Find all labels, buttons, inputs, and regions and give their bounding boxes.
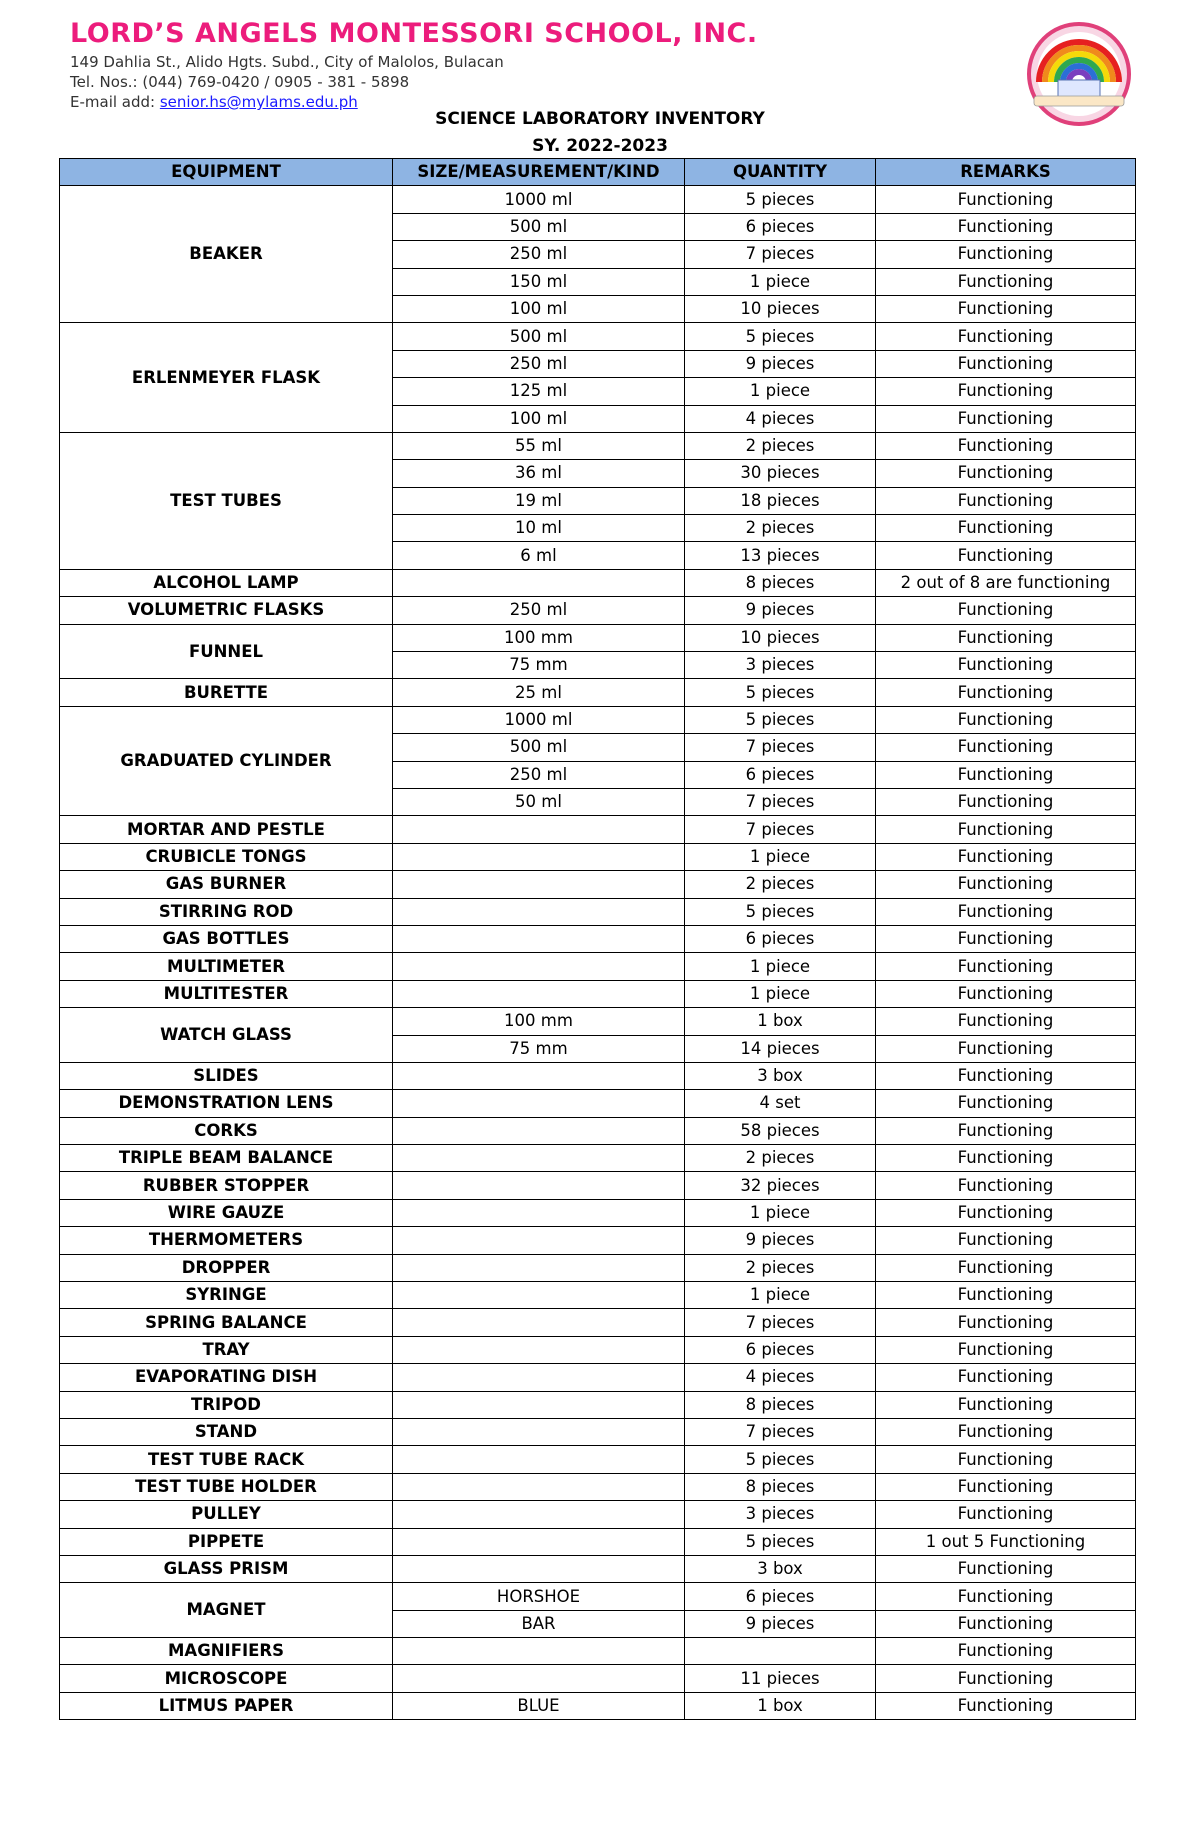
quantity-cell: 3 pieces: [685, 652, 876, 679]
table-header-row: [60, 159, 1136, 186]
table-row: [60, 871, 1136, 898]
table-row: [60, 1638, 1136, 1665]
quantity-cell: 9 pieces: [685, 597, 876, 624]
size-cell: 100 mm: [393, 624, 685, 651]
quantity-cell: 1 box: [685, 1008, 876, 1035]
size-cell: [393, 1062, 685, 1089]
size-cell: [393, 953, 685, 980]
remarks-cell: Functioning: [876, 1336, 1136, 1363]
quantity-cell: 4 set: [685, 1090, 876, 1117]
remarks-cell: Functioning: [876, 1008, 1136, 1035]
size-cell: BLUE: [393, 1692, 685, 1719]
size-cell: [393, 1199, 685, 1226]
size-cell: [393, 1254, 685, 1281]
quantity-cell: 14 pieces: [685, 1035, 876, 1062]
size-cell: 6 ml: [393, 542, 685, 569]
size-cell: 50 ml: [393, 788, 685, 815]
table-row: [60, 186, 1136, 213]
size-cell: 250 ml: [393, 761, 685, 788]
quantity-cell: 7 pieces: [685, 788, 876, 815]
equipment-cell: PULLEY: [60, 1501, 393, 1528]
school-address: 149 Dahlia St., Alido Hgts. Subd., City of Malolos, Bulacan: [70, 53, 504, 71]
quantity-cell: 8 pieces: [685, 569, 876, 596]
quantity-cell: 2 pieces: [685, 1254, 876, 1281]
equipment-cell: RUBBER STOPPER: [60, 1172, 393, 1199]
table-row: [60, 597, 1136, 624]
quantity-cell: 1 piece: [685, 1199, 876, 1226]
quantity-cell: 6 pieces: [685, 213, 876, 240]
column-header-size: SIZE/MEASUREMENT/KIND: [393, 159, 685, 186]
size-cell: 150 ml: [393, 268, 685, 295]
size-cell: 75 mm: [393, 652, 685, 679]
size-cell: 19 ml: [393, 487, 685, 514]
size-cell: [393, 1473, 685, 1500]
equipment-cell: SYRINGE: [60, 1282, 393, 1309]
remarks-cell: Functioning: [876, 953, 1136, 980]
size-cell: [393, 1446, 685, 1473]
equipment-cell: BEAKER: [60, 186, 393, 323]
equipment-cell: MULTIMETER: [60, 953, 393, 980]
equipment-cell: TEST TUBES: [60, 432, 393, 569]
table-row: [60, 624, 1136, 651]
remarks-cell: Functioning: [876, 295, 1136, 322]
table-row: [60, 1391, 1136, 1418]
size-cell: 500 ml: [393, 213, 685, 240]
size-cell: [393, 1227, 685, 1254]
size-cell: [393, 1145, 685, 1172]
quantity-cell: 6 pieces: [685, 925, 876, 952]
quantity-cell: 6 pieces: [685, 1336, 876, 1363]
email-link[interactable]: senior.hs@mylams.edu.ph: [159, 93, 358, 111]
remarks-cell: Functioning: [876, 1227, 1136, 1254]
remarks-cell: Functioning: [876, 734, 1136, 761]
quantity-cell: 1 piece: [685, 953, 876, 980]
remarks-cell: Functioning: [876, 268, 1136, 295]
size-cell: [393, 1282, 685, 1309]
size-cell: 500 ml: [393, 734, 685, 761]
quantity-cell: 7 pieces: [685, 816, 876, 843]
remarks-cell: Functioning: [876, 432, 1136, 459]
equipment-cell: CORKS: [60, 1117, 393, 1144]
quantity-cell: [685, 1638, 876, 1665]
size-cell: [393, 980, 685, 1007]
size-cell: [393, 1364, 685, 1391]
size-cell: 250 ml: [393, 350, 685, 377]
quantity-cell: 1 piece: [685, 378, 876, 405]
remarks-cell: Functioning: [876, 1199, 1136, 1226]
remarks-cell: 1 out 5 Functioning: [876, 1528, 1136, 1555]
quantity-cell: 5 pieces: [685, 323, 876, 350]
size-cell: 10 ml: [393, 515, 685, 542]
equipment-cell: THERMOMETERS: [60, 1227, 393, 1254]
table-row: [60, 816, 1136, 843]
quantity-cell: 5 pieces: [685, 679, 876, 706]
table-row: [60, 1090, 1136, 1117]
remarks-cell: Functioning: [876, 1692, 1136, 1719]
quantity-cell: 1 piece: [685, 843, 876, 870]
equipment-cell: STAND: [60, 1418, 393, 1445]
remarks-cell: Functioning: [876, 1282, 1136, 1309]
size-cell: BAR: [393, 1610, 685, 1637]
remarks-cell: Functioning: [876, 1391, 1136, 1418]
table-row: [60, 1528, 1136, 1555]
size-cell: 100 ml: [393, 405, 685, 432]
quantity-cell: 5 pieces: [685, 1528, 876, 1555]
size-cell: 25 ml: [393, 679, 685, 706]
remarks-cell: Functioning: [876, 1090, 1136, 1117]
table-row: [60, 1199, 1136, 1226]
table-row: [60, 569, 1136, 596]
equipment-cell: CRUBICLE TONGS: [60, 843, 393, 870]
remarks-cell: Functioning: [876, 186, 1136, 213]
quantity-cell: 8 pieces: [685, 1391, 876, 1418]
remarks-cell: Functioning: [876, 1638, 1136, 1665]
size-cell: [393, 569, 685, 596]
quantity-cell: 1 box: [685, 1692, 876, 1719]
equipment-cell: MULTITESTER: [60, 980, 393, 1007]
remarks-cell: Functioning: [876, 1473, 1136, 1500]
quantity-cell: 10 pieces: [685, 295, 876, 322]
table-row: [60, 1555, 1136, 1582]
remarks-cell: Functioning: [876, 1555, 1136, 1582]
quantity-cell: 1 piece: [685, 1282, 876, 1309]
size-cell: 55 ml: [393, 432, 685, 459]
quantity-cell: 1 piece: [685, 980, 876, 1007]
remarks-cell: Functioning: [876, 378, 1136, 405]
inventory-body: [60, 186, 1136, 1720]
size-cell: [393, 871, 685, 898]
remarks-cell: Functioning: [876, 323, 1136, 350]
remarks-cell: Functioning: [876, 1364, 1136, 1391]
remarks-cell: Functioning: [876, 652, 1136, 679]
remarks-cell: Functioning: [876, 515, 1136, 542]
quantity-cell: 5 pieces: [685, 898, 876, 925]
table-row: [60, 432, 1136, 459]
quantity-cell: 2 pieces: [685, 871, 876, 898]
quantity-cell: 2 pieces: [685, 432, 876, 459]
school-year: SY. 2022-2023: [532, 136, 668, 156]
remarks-cell: Functioning: [876, 350, 1136, 377]
equipment-cell: WIRE GAUZE: [60, 1199, 393, 1226]
table-row: [60, 1062, 1136, 1089]
quantity-cell: 7 pieces: [685, 734, 876, 761]
size-cell: [393, 1555, 685, 1582]
size-cell: [393, 1117, 685, 1144]
size-cell: [393, 898, 685, 925]
remarks-cell: Functioning: [876, 1665, 1136, 1692]
equipment-cell: MORTAR AND PESTLE: [60, 816, 393, 843]
inventory-table: [59, 158, 1136, 1720]
equipment-cell: GRADUATED CYLINDER: [60, 706, 393, 816]
remarks-cell: Functioning: [876, 597, 1136, 624]
table-row: [60, 1227, 1136, 1254]
remarks-cell: Functioning: [876, 1035, 1136, 1062]
remarks-cell: Functioning: [876, 1172, 1136, 1199]
quantity-cell: 5 pieces: [685, 186, 876, 213]
equipment-cell: EVAPORATING DISH: [60, 1364, 393, 1391]
document-title: [0, 106, 1200, 160]
size-cell: 36 ml: [393, 460, 685, 487]
size-cell: [393, 1090, 685, 1117]
size-cell: [393, 1309, 685, 1336]
remarks-cell: Functioning: [876, 1583, 1136, 1610]
remarks-cell: Functioning: [876, 624, 1136, 651]
equipment-cell: GAS BURNER: [60, 871, 393, 898]
quantity-cell: 4 pieces: [685, 405, 876, 432]
equipment-cell: VOLUMETRIC FLASKS: [60, 597, 393, 624]
table-row: [60, 980, 1136, 1007]
remarks-cell: Functioning: [876, 1254, 1136, 1281]
quantity-cell: 8 pieces: [685, 1473, 876, 1500]
quantity-cell: 10 pieces: [685, 624, 876, 651]
size-cell: 500 ml: [393, 323, 685, 350]
remarks-cell: Functioning: [876, 542, 1136, 569]
quantity-cell: 9 pieces: [685, 1227, 876, 1254]
quantity-cell: 58 pieces: [685, 1117, 876, 1144]
equipment-cell: SLIDES: [60, 1062, 393, 1089]
remarks-cell: Functioning: [876, 487, 1136, 514]
table-row: [60, 898, 1136, 925]
equipment-cell: DROPPER: [60, 1254, 393, 1281]
remarks-cell: Functioning: [876, 980, 1136, 1007]
size-cell: 100 mm: [393, 1008, 685, 1035]
quantity-cell: 7 pieces: [685, 1309, 876, 1336]
quantity-cell: 6 pieces: [685, 1583, 876, 1610]
table-row: [60, 843, 1136, 870]
table-row: [60, 1309, 1136, 1336]
table-row: [60, 706, 1136, 733]
equipment-cell: PIPPETE: [60, 1528, 393, 1555]
remarks-cell: 2 out of 8 are functioning: [876, 569, 1136, 596]
remarks-cell: Functioning: [876, 1062, 1136, 1089]
remarks-cell: Functioning: [876, 788, 1136, 815]
size-cell: 250 ml: [393, 241, 685, 268]
remarks-cell: Functioning: [876, 1610, 1136, 1637]
email-label: E-mail add:: [70, 93, 160, 111]
equipment-cell: MAGNIFIERS: [60, 1638, 393, 1665]
size-cell: 100 ml: [393, 295, 685, 322]
remarks-cell: Functioning: [876, 706, 1136, 733]
remarks-cell: Functioning: [876, 1446, 1136, 1473]
size-cell: 1000 ml: [393, 706, 685, 733]
quantity-cell: 11 pieces: [685, 1665, 876, 1692]
table-row: [60, 1446, 1136, 1473]
size-cell: [393, 843, 685, 870]
quantity-cell: 6 pieces: [685, 761, 876, 788]
quantity-cell: 7 pieces: [685, 241, 876, 268]
remarks-cell: Functioning: [876, 1418, 1136, 1445]
equipment-cell: BURETTE: [60, 679, 393, 706]
equipment-cell: ERLENMEYER FLASK: [60, 323, 393, 433]
table-row: [60, 1145, 1136, 1172]
quantity-cell: 9 pieces: [685, 350, 876, 377]
quantity-cell: 2 pieces: [685, 515, 876, 542]
remarks-cell: Functioning: [876, 1309, 1136, 1336]
remarks-cell: Functioning: [876, 1117, 1136, 1144]
remarks-cell: Functioning: [876, 460, 1136, 487]
size-cell: [393, 1638, 685, 1665]
size-cell: [393, 1665, 685, 1692]
remarks-cell: Functioning: [876, 1501, 1136, 1528]
equipment-cell: TRAY: [60, 1336, 393, 1363]
quantity-cell: 30 pieces: [685, 460, 876, 487]
remarks-cell: Functioning: [876, 761, 1136, 788]
equipment-cell: ALCOHOL LAMP: [60, 569, 393, 596]
equipment-cell: TEST TUBE RACK: [60, 1446, 393, 1473]
size-cell: [393, 1172, 685, 1199]
remarks-cell: Functioning: [876, 871, 1136, 898]
column-header-quantity: QUANTITY: [685, 159, 876, 186]
equipment-cell: STIRRING ROD: [60, 898, 393, 925]
inventory-title: SCIENCE LABORATORY INVENTORY: [435, 109, 765, 129]
equipment-cell: TRIPOD: [60, 1391, 393, 1418]
table-row: [60, 1364, 1136, 1391]
quantity-cell: 5 pieces: [685, 706, 876, 733]
size-cell: [393, 816, 685, 843]
equipment-cell: TRIPLE BEAM BALANCE: [60, 1145, 393, 1172]
quantity-cell: 3 pieces: [685, 1501, 876, 1528]
equipment-cell: MICROSCOPE: [60, 1665, 393, 1692]
table-row: [60, 1008, 1136, 1035]
remarks-cell: Functioning: [876, 816, 1136, 843]
quantity-cell: 13 pieces: [685, 542, 876, 569]
table-row: [60, 1336, 1136, 1363]
quantity-cell: 4 pieces: [685, 1364, 876, 1391]
quantity-cell: 18 pieces: [685, 487, 876, 514]
school-phone: Tel. Nos.: (044) 769-0420 / 0905 - 381 - 5898: [70, 73, 410, 91]
size-cell: 125 ml: [393, 378, 685, 405]
quantity-cell: 9 pieces: [685, 1610, 876, 1637]
table-row: [60, 1418, 1136, 1445]
size-cell: [393, 1391, 685, 1418]
remarks-cell: Functioning: [876, 843, 1136, 870]
quantity-cell: 1 piece: [685, 268, 876, 295]
remarks-cell: Functioning: [876, 925, 1136, 952]
table-row: [60, 679, 1136, 706]
column-header-equipment: EQUIPMENT: [60, 159, 393, 186]
size-cell: [393, 1528, 685, 1555]
equipment-cell: SPRING BALANCE: [60, 1309, 393, 1336]
size-cell: 1000 ml: [393, 186, 685, 213]
remarks-cell: Functioning: [876, 213, 1136, 240]
equipment-cell: WATCH GLASS: [60, 1008, 393, 1063]
size-cell: [393, 1336, 685, 1363]
table-row: [60, 1117, 1136, 1144]
equipment-cell: GAS BOTTLES: [60, 925, 393, 952]
table-row: [60, 1583, 1136, 1610]
letterhead: [70, 16, 1130, 112]
quantity-cell: 3 box: [685, 1062, 876, 1089]
size-cell: 250 ml: [393, 597, 685, 624]
table-row: [60, 1282, 1136, 1309]
table-row: [60, 1501, 1136, 1528]
quantity-cell: 32 pieces: [685, 1172, 876, 1199]
size-cell: HORSHOE: [393, 1583, 685, 1610]
table-row: [60, 1473, 1136, 1500]
equipment-cell: TEST TUBE HOLDER: [60, 1473, 393, 1500]
equipment-cell: GLASS PRISM: [60, 1555, 393, 1582]
table-row: [60, 323, 1136, 350]
remarks-cell: Functioning: [876, 405, 1136, 432]
table-row: [60, 953, 1136, 980]
school-name: LORD’S ANGELS MONTESSORI SCHOOL, INC.: [70, 18, 758, 49]
table-row: [60, 1172, 1136, 1199]
table-row: [60, 925, 1136, 952]
remarks-cell: Functioning: [876, 1145, 1136, 1172]
size-cell: 75 mm: [393, 1035, 685, 1062]
remarks-cell: Functioning: [876, 241, 1136, 268]
remarks-cell: Functioning: [876, 898, 1136, 925]
column-header-remarks: REMARKS: [876, 159, 1136, 186]
size-cell: [393, 1501, 685, 1528]
quantity-cell: 3 box: [685, 1555, 876, 1582]
table-row: [60, 1254, 1136, 1281]
quantity-cell: 7 pieces: [685, 1418, 876, 1445]
size-cell: [393, 1418, 685, 1445]
table-row: [60, 1665, 1136, 1692]
equipment-cell: FUNNEL: [60, 624, 393, 679]
equipment-cell: DEMONSTRATION LENS: [60, 1090, 393, 1117]
table-row: [60, 1692, 1136, 1719]
quantity-cell: 2 pieces: [685, 1145, 876, 1172]
quantity-cell: 5 pieces: [685, 1446, 876, 1473]
equipment-cell: MAGNET: [60, 1583, 393, 1638]
remarks-cell: Functioning: [876, 679, 1136, 706]
equipment-cell: LITMUS PAPER: [60, 1692, 393, 1719]
size-cell: [393, 925, 685, 952]
